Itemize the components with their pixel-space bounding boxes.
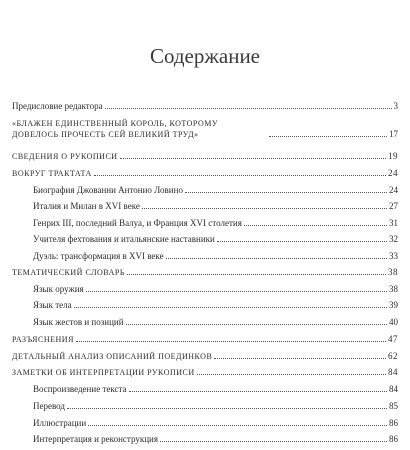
toc-entry-label: Воспроизведение текста [33,384,127,394]
toc-entry-page: 24 [389,185,398,195]
toc-entry-label: Биография Джованни Антонио Ловино [33,185,183,195]
toc-entry[interactable] [0,151,398,162]
toc-entry-page: 62 [388,351,398,361]
toc-entry-page: 85 [389,401,398,411]
toc-entry-label: РАЗЪЯСНЕНИЯ [12,335,74,344]
toc-entry[interactable] [0,185,398,196]
toc-entry[interactable] [0,284,398,295]
dot-leader [214,358,386,359]
toc-entry[interactable] [0,300,398,311]
toc-entry-label: ЗАМЕТКИ ОБ ИНТЕРПРЕТАЦИИ РУКОПИСИ [12,368,195,377]
toc-entry-label: Италия и Милан в XVI веке [33,201,140,211]
toc-entry-label: Генрих III, последний Валуа, и Франция XVI столетия [33,218,242,228]
toc-entry-page: 38 [388,267,398,277]
toc-entry-page: 86 [389,434,398,444]
toc-entry[interactable] [0,384,398,395]
toc-entry[interactable] [0,401,398,412]
toc-entry-label: ВОКРУГ ТРАКТАТА [12,169,92,178]
page-title: Содержание [149,44,261,68]
toc-entry-label: «БЛАЖЕН ЕДИНСТВЕННЫЙ КОРОЛЬ, КОТОРОМУ ДОВЕЛОСЬ ПРОЧЕСТЬ СЕЙ ВЕЛИКИЙ ТРУД» [12,119,219,139]
dot-leader [74,307,387,308]
dot-leader [94,175,386,176]
dot-leader [217,241,387,242]
dot-leader [127,274,386,275]
toc-entry-label: Язык тела [33,300,72,310]
dot-leader [88,425,387,426]
toc-entry[interactable] [0,168,398,179]
toc-entry[interactable] [0,367,398,378]
dot-leader [244,225,387,226]
dot-leader [105,108,392,109]
toc-entry-page: 31 [389,218,398,228]
toc-entry-page: 40 [389,317,398,327]
toc-entry[interactable] [0,351,398,362]
toc-entry-label: Учителя фехтования и итальянские наставники [33,234,215,244]
toc-entry-page: 84 [388,367,398,377]
toc-entry-page: 3 [393,101,398,111]
toc-entry[interactable] [0,317,398,328]
toc-entry-page: 38 [389,284,398,294]
toc-entry-label: СВЕДЕНИЯ О РУКОПИСИ [12,152,118,161]
toc-entry-label: Дуэль: трансформация в XVI веке [33,251,164,261]
toc-entry-page: 27 [389,201,398,211]
toc-entry-label: Язык жестов и позиций [33,317,124,327]
toc-entry[interactable] [0,418,398,429]
toc-entry-label: Язык оружия [33,284,84,294]
toc-entry-page: 33 [389,251,398,261]
toc-entry-page: 19 [388,151,398,161]
toc-entry-label: ТЕМАТИЧЕСКИЙ СЛОВАРЬ [12,268,125,277]
toc-entry-label: Интерпретация и реконструкция [33,434,158,444]
dot-leader [86,291,387,292]
dot-leader [269,136,387,137]
dot-leader [166,258,387,259]
dot-leader [142,208,387,209]
toc-entry-page: 86 [389,418,398,428]
dot-leader [67,408,387,409]
toc-entry-page: 32 [389,234,398,244]
dot-leader [197,374,386,375]
toc-entry-page: 39 [389,300,398,310]
toc-entry[interactable] [0,267,398,278]
toc-entry[interactable] [0,251,398,262]
toc-entry-label: Предисловие редактора [12,101,103,111]
dot-leader [185,192,387,193]
dot-leader [160,441,387,442]
toc-entry[interactable] [0,101,398,112]
toc-entry[interactable] [0,218,398,229]
toc-entry-label: Перевод [33,401,65,411]
toc-entry[interactable] [0,234,398,245]
toc-entry-page: 24 [388,168,398,178]
toc-entry-page: 17 [389,129,398,139]
dot-leader [129,391,387,392]
toc-entry[interactable] [0,334,398,345]
toc-entry[interactable] [0,201,398,212]
toc-entry-page: 84 [389,384,398,394]
dot-leader [120,158,386,159]
toc-entry-page: 47 [388,334,398,344]
toc-entry-label: ДЕТАЛЬНЫЙ АНАЛИЗ ОПИСАНИЙ ПОЕДИНКОВ [12,352,213,361]
dot-leader [76,341,386,342]
toc-entry[interactable] [0,434,398,445]
dot-leader [126,324,387,325]
toc-entry[interactable] [0,118,398,140]
toc-entry-label: Иллюстрации [33,418,87,428]
